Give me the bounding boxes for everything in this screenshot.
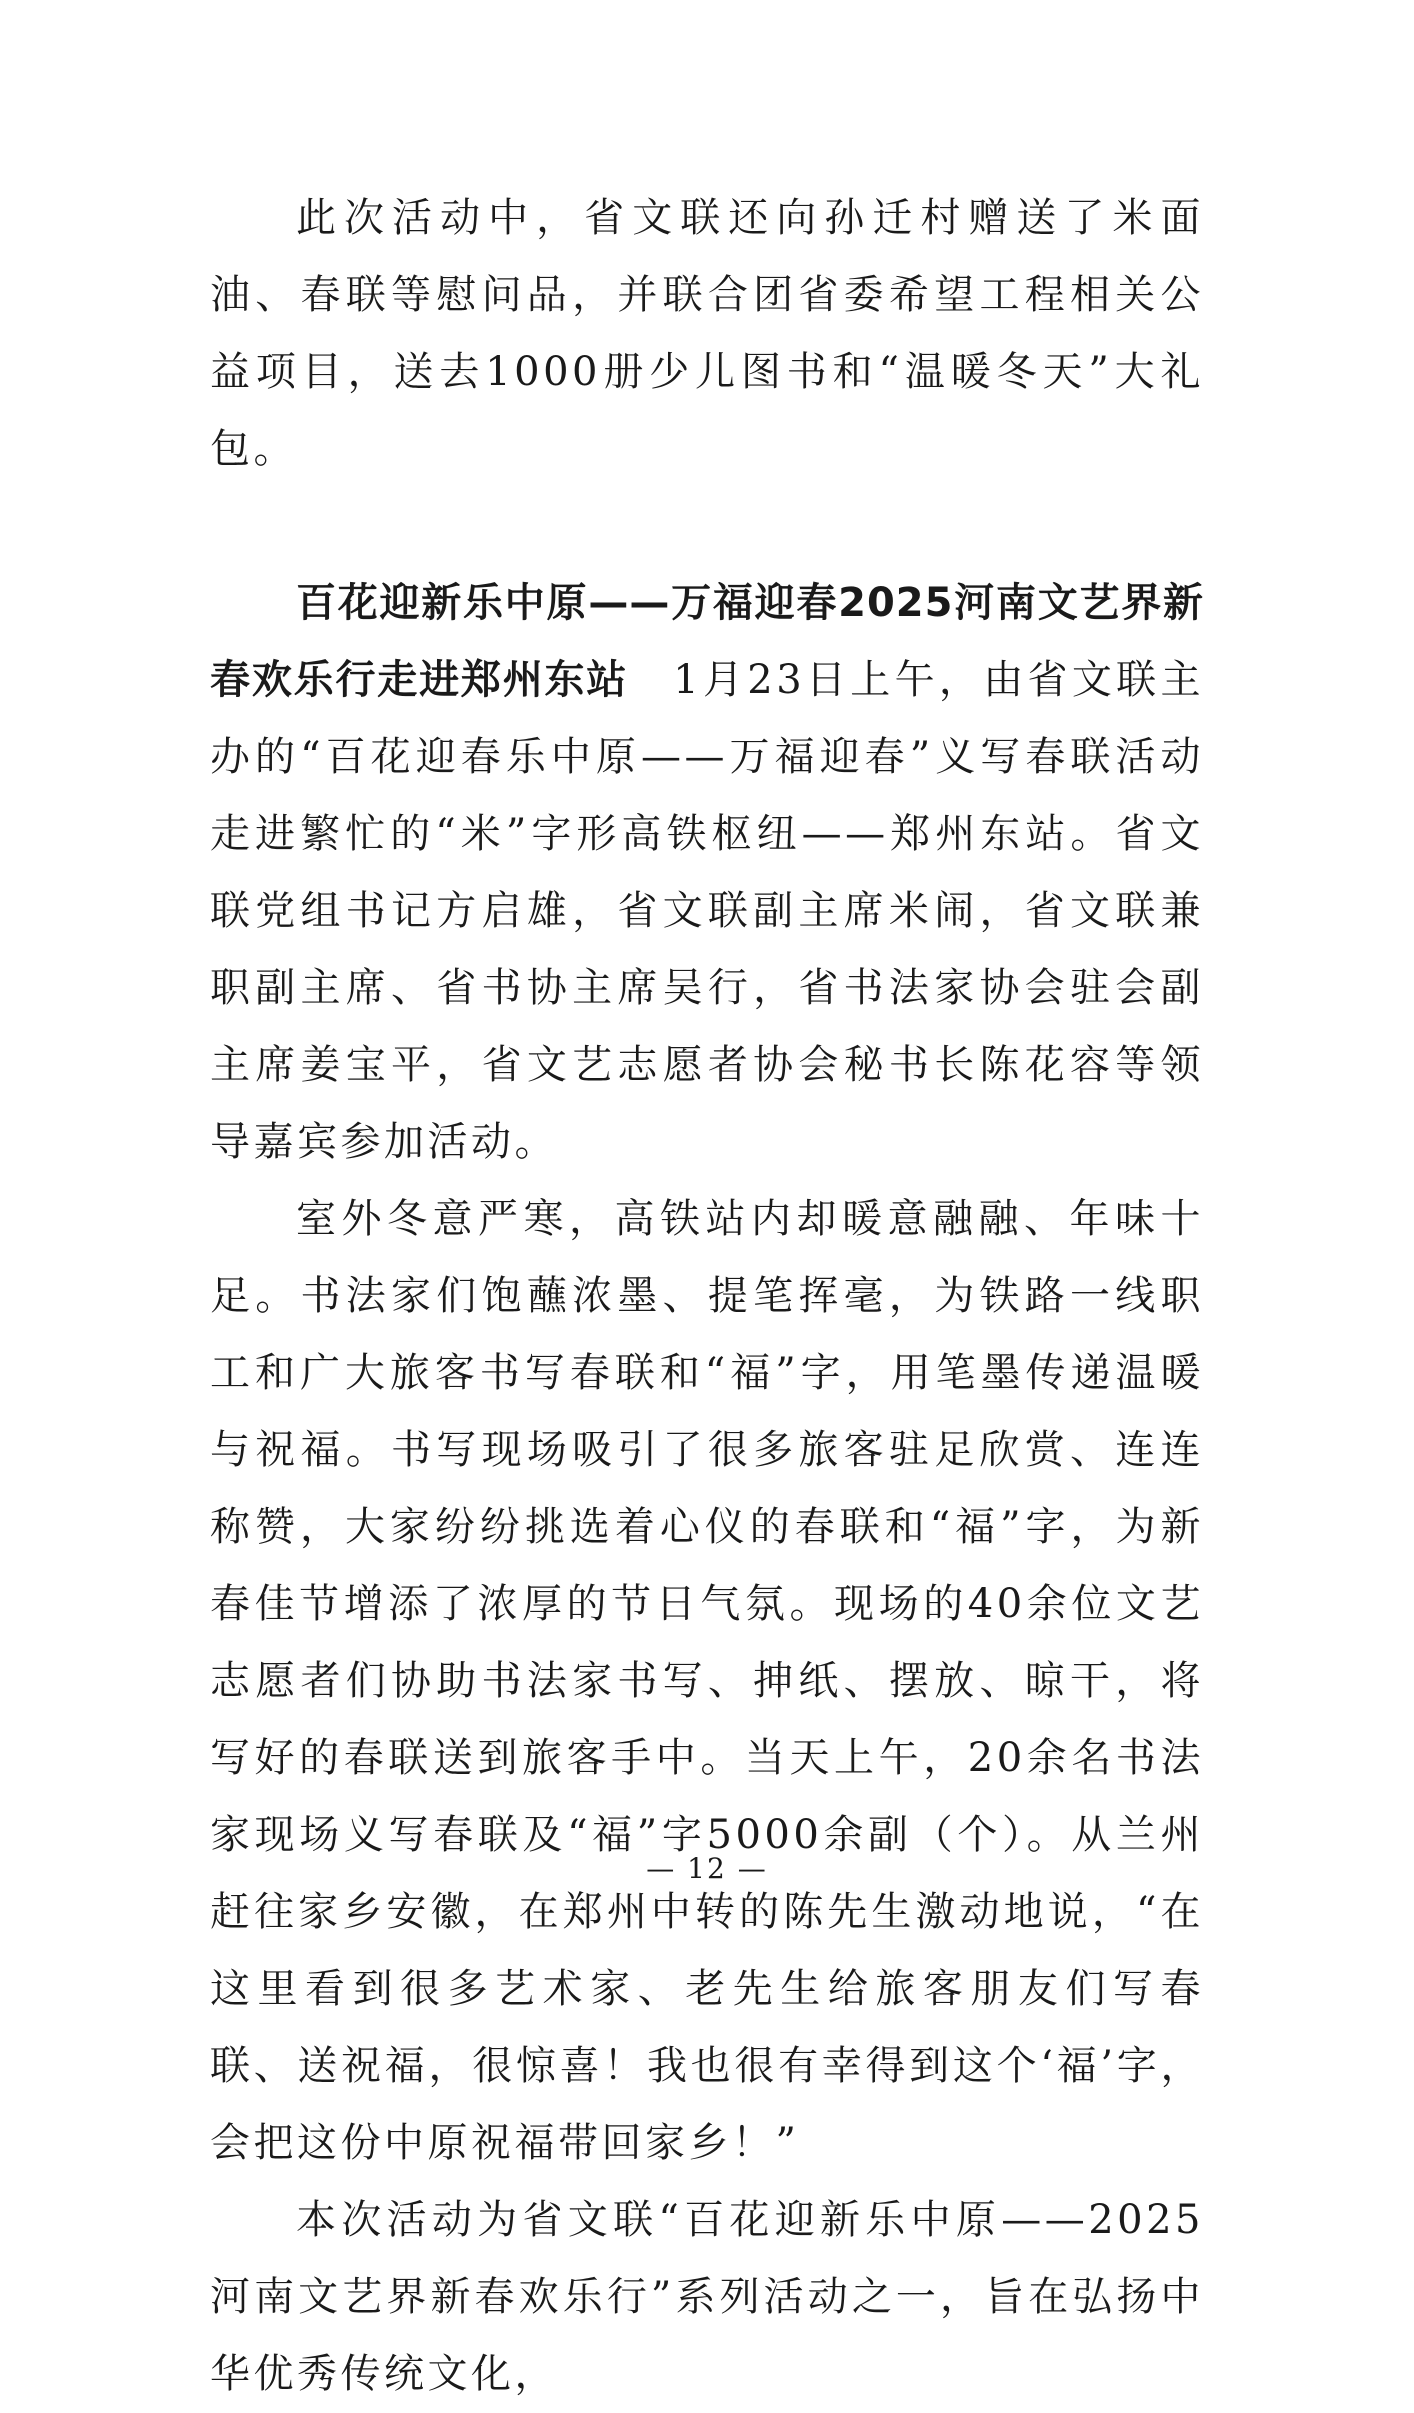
paragraph-event-scene — [210, 1181, 1204, 2182]
paragraph-event-intro — [210, 565, 1204, 1181]
page-number: — 12 — — [646, 1852, 768, 1885]
paragraph-donation — [210, 180, 1204, 488]
paragraph-text: 此次活动中，省文联还向孙迁村赠送了米面油、春联等慰问品，并联合团省委希望工程相关公益项目，送去1000册少儿图书和“温暖冬天”大礼包。 — [210, 195, 1204, 472]
paragraph-text: 本次活动为省文联“百花迎新乐中原——2025河南文艺界新春欢乐行”系列活动之一，旨在弘扬中华优秀传统文化， — [210, 2197, 1204, 2397]
paragraph-event-purpose — [210, 2182, 1204, 2413]
section-heading: 百花迎新乐中原——万福迎春2025河南文艺界新春欢乐行走进郑州东站 — [210, 580, 1204, 703]
paragraph-text: 室外冬意严寒，高铁站内却暖意融融、年味十足。书法家们饱蘸浓墨、提笔挥毫，为铁路一线职工和广大旅客书写春联和“福”字，用笔墨传递温暖与祝福。书写现场吸引了很多旅客驻足欣赏、连连称赞，大家纷纷挑选着心仪的春联和“福”字，为新春佳节增添了浓厚的节日气氛。现场的40余位文艺志愿者们协助书法家书写、抻纸、摆放、晾干，将写好的春联送到旅客手中。当天上午，20余名书法家现场义写春联及“福”字5000余副（个）。从兰州赶往家乡安徽，在郑州中转的陈先生激动地说，“在这里看到很多艺术家、老先生给旅客朋友们写春联、送祝福，很惊喜！我也很有幸得到这个‘福’字，会把这份中原祝福带回家乡！” — [210, 1196, 1204, 2166]
paragraph-text: 1月23日上午，由省文联主办的“百花迎春乐中原——万福迎春”义写春联活动走进繁忙的“米”字形高铁枢纽——郑州东站。省文联党组书记方启雄，省文联副主席米闹，省文联兼职副主席、省书协主席吴行，省书法家协会驻会副主席姜宝平，省文艺志愿者协会秘书长陈花容等领导嘉宾参加活动。 — [210, 657, 1204, 1165]
document-body — [210, 180, 1204, 2413]
